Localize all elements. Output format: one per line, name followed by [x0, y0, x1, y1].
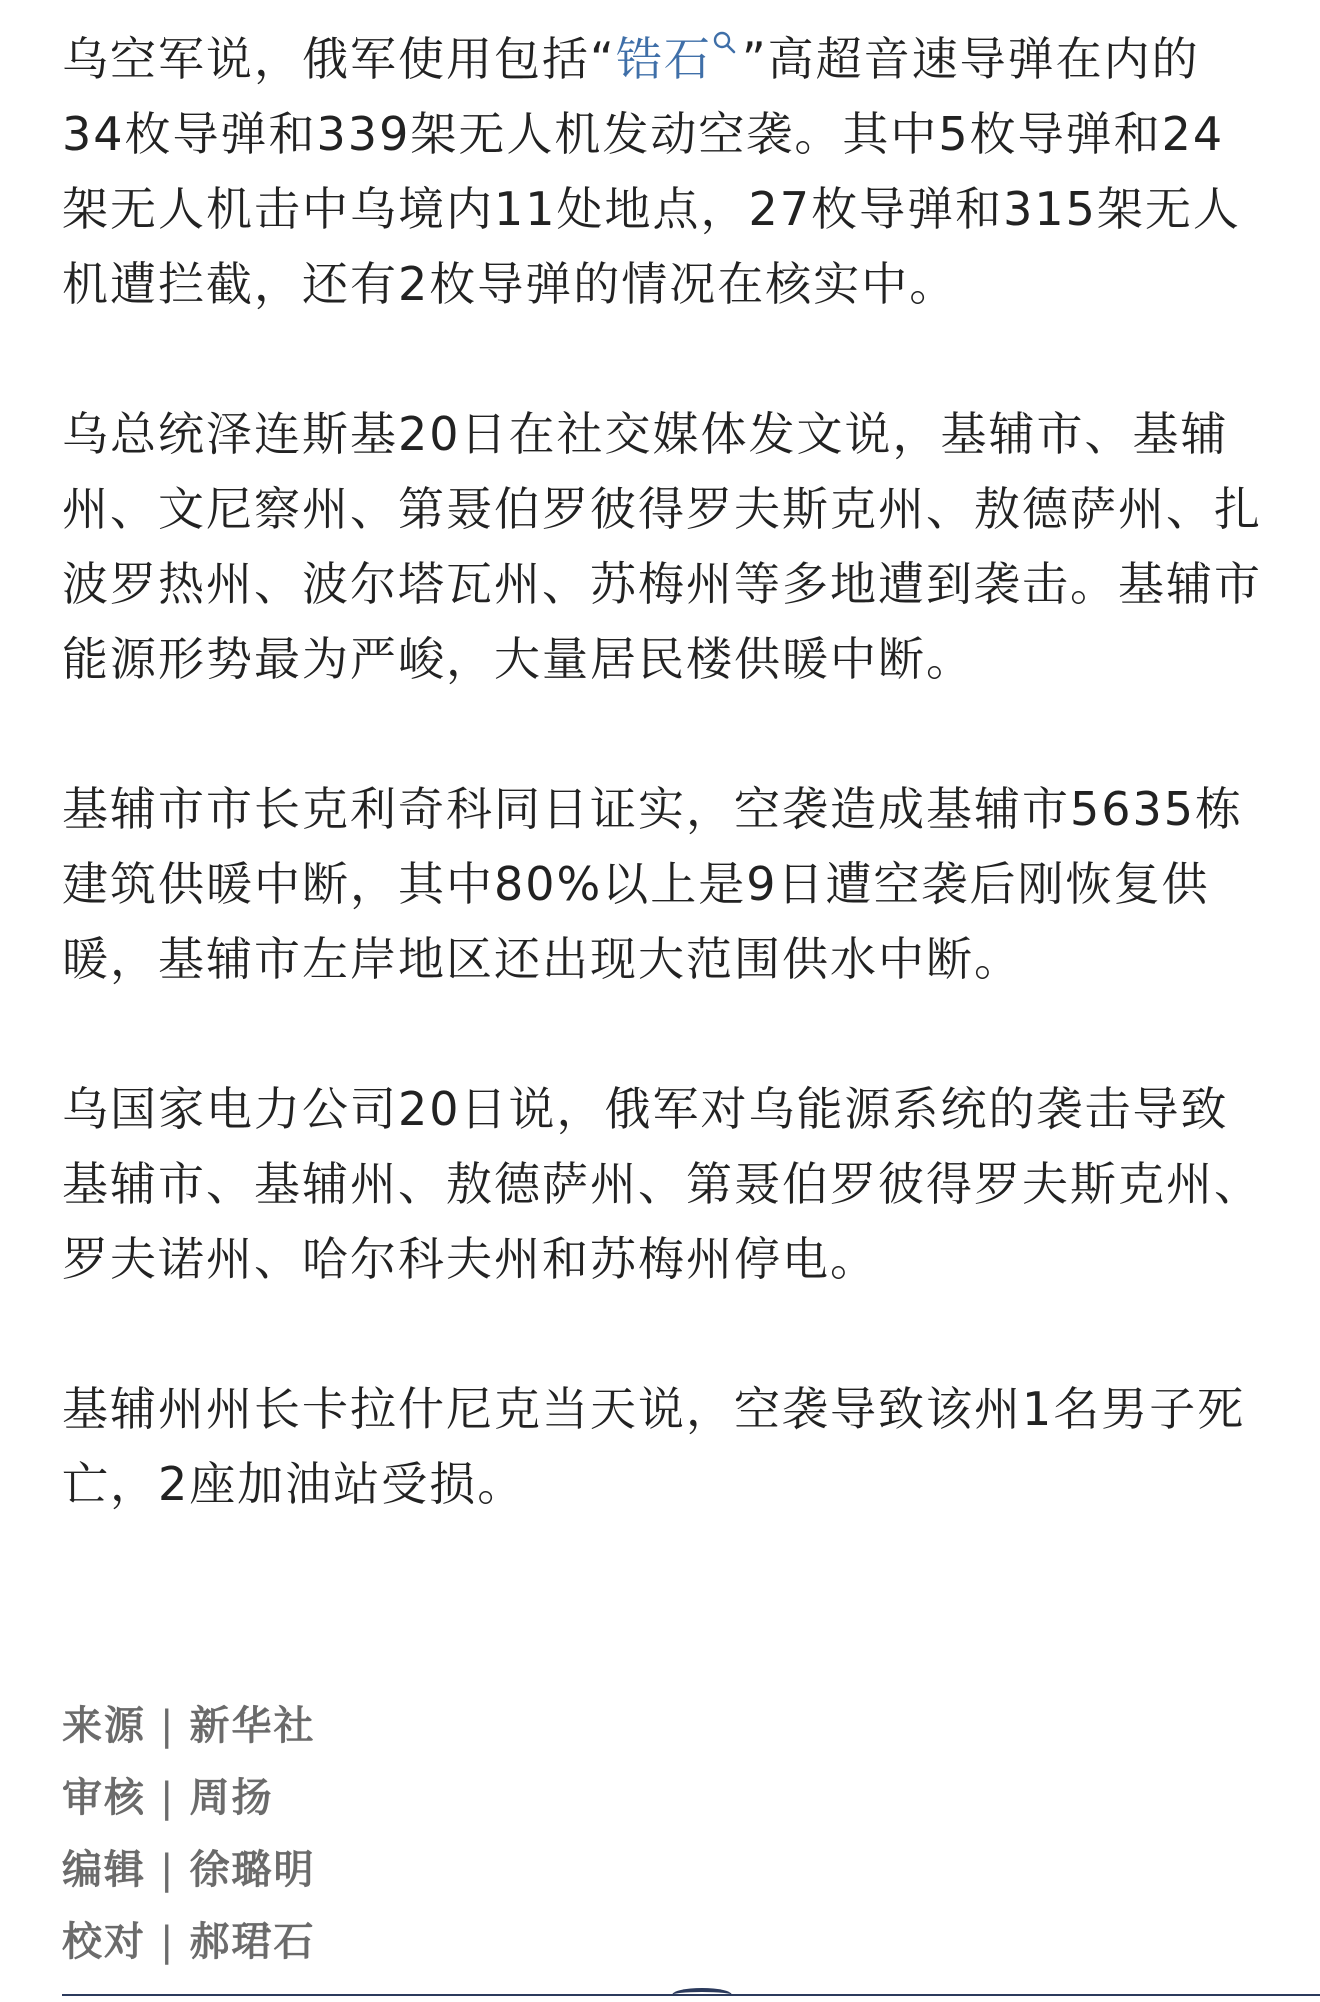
credit-value: 周扬: [189, 1775, 274, 1821]
paragraph-2: 乌总统泽连斯基20日在社交媒体发文说，基辅市、基辅州、文尼察州、第聂伯罗彼得罗夫斯克州、敖德萨州、扎波罗热州、波尔塔瓦州、苏梅州等多地遭到袭击。基辅市能源形势最为严峻，大量居民楼供暖中断。: [62, 407, 1262, 686]
article-body: [62, 22, 1262, 1522]
credit-proofreader: [62, 1906, 662, 1978]
credit-separator: |: [160, 1919, 176, 1965]
credit-separator: |: [160, 1703, 176, 1749]
divider-ornament: [672, 1988, 732, 2002]
paragraph-3: 基辅市市长克利奇科同日证实，空袭造成基辅市5635栋建筑供暖中断，其中80%以上是9日遭空袭后刚恢复供暖，基辅市左岸地区还出现大范围供水中断。: [62, 782, 1244, 986]
paragraph-1: [62, 22, 1262, 322]
credit-editor: [62, 1834, 662, 1906]
credit-label: 审核: [62, 1775, 146, 1821]
credit-value: 新华社: [189, 1703, 316, 1749]
article-credits: [62, 1690, 662, 1978]
credit-value: 郝珺石: [189, 1919, 316, 1965]
search-icon[interactable]: [712, 30, 738, 60]
credit-source: [62, 1690, 662, 1762]
credit-separator: |: [160, 1847, 176, 1893]
credit-label: 校对: [62, 1919, 146, 1965]
paragraph-5: 基辅州州长卡拉什尼克当天说，空袭导致该州1名男子死亡，2座加油站受损。: [62, 1382, 1246, 1511]
bottom-divider: [62, 1994, 1320, 1996]
credit-reviewer: [62, 1762, 662, 1834]
keyword-link[interactable]: 锆石: [615, 32, 712, 86]
credit-label: 来源: [62, 1703, 146, 1749]
paragraph-1-rest: ”高超音速导弹在内的34枚导弹和339架无人机发动空袭。其中5枚导弹和24架无人机击中乌境内11处地点，27枚导弹和315架无人机遭拦截，还有2枚导弹的情况在核实中。: [62, 32, 1241, 311]
credit-separator: |: [160, 1775, 176, 1821]
paragraph-1-lead: 乌空军说，俄军使用包括“: [62, 32, 616, 86]
credit-label: 编辑: [62, 1847, 146, 1893]
credit-value: 徐璐明: [189, 1847, 316, 1893]
paragraph-4: 乌国家电力公司20日说，俄军对乌能源系统的袭击导致基辅市、基辅州、敖德萨州、第聂伯罗彼得罗夫斯克州、罗夫诺州、哈尔科夫州和苏梅州停电。: [62, 1082, 1262, 1286]
